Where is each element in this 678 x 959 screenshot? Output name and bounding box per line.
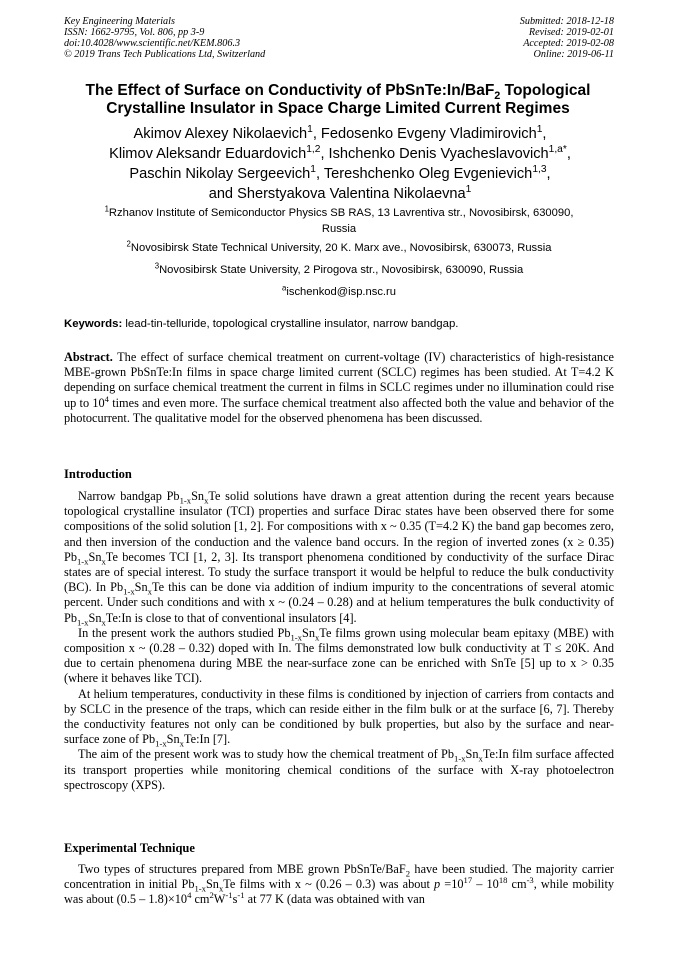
publication-dates — [520, 16, 614, 60]
experimental-body — [64, 862, 614, 908]
affiliation-1-line1: Rzhanov Institute of Semiconductor Physics SB RAS, 13 Lavrentiva str., Novosibirsk, 630090, — [108, 207, 574, 219]
author-3-sup: 1,2 — [306, 144, 321, 156]
title-sub: 2 — [494, 90, 501, 103]
author-6-sup: 1,3 — [532, 164, 547, 176]
author-5-sup: 1 — [310, 164, 316, 176]
author-2-sup: 1 — [536, 124, 543, 136]
sub: x — [101, 556, 106, 567]
sup: 2 — [209, 890, 214, 901]
author-6: , Tereshchenko Oleg Evgenievich — [315, 166, 533, 182]
text: Te:In is close to that of conventional insulators [4]. — [105, 610, 357, 625]
email-text: ischenkod@isp.nsc.ru — [286, 286, 396, 298]
online-date: Online: 2019-06-11 — [533, 49, 614, 60]
affiliation-2-text: Novosibirsk State Technical University, 20 K. Marx ave., Novosibirsk, 630073, Russia — [130, 242, 552, 254]
sub: x — [314, 632, 320, 643]
submitted-date: Submitted: 2018-12-18 — [519, 16, 614, 27]
sub: 1-x — [290, 632, 302, 643]
revised-date: Revised: 2019-02-01 — [528, 27, 614, 38]
text: Te:In film surface affected its transport properties while monitoring chemical conditions of the surface with X-ray photoelectron spectroscopy (XPS). — [64, 747, 614, 792]
intro-paragraph-3 — [64, 687, 614, 748]
text: Sn — [205, 877, 219, 892]
affiliation-2 — [64, 240, 614, 256]
author-1: Akimov Alexey Nikolaevich — [133, 126, 308, 142]
text: have been studied. The majority carrier concentration in initial Pb — [64, 862, 614, 892]
sub: x — [218, 883, 224, 894]
author-7: and Sherstyakova Valentina Nikolaevna — [208, 186, 466, 202]
text: W — [213, 892, 226, 907]
text: – 10 — [472, 877, 499, 892]
keywords — [64, 317, 616, 331]
text: Te films with x ~ (0.26 – 0.3) was about — [223, 877, 435, 892]
sub: 2 — [405, 868, 411, 879]
title-line1-a: The Effect of Surface on Conductivity of PbSnTe:In/BaF — [85, 82, 495, 99]
sup: -1 — [237, 890, 245, 901]
text: p — [434, 877, 441, 892]
section-heading-experimental: Experimental Technique — [64, 841, 195, 855]
sub: 1-x — [454, 753, 466, 764]
exp-paragraph-1 — [64, 862, 614, 908]
author-5: Paschin Nikolay Sergeevich — [129, 166, 311, 182]
abstract-text-2: times and even more. The surface chemical treatment also affected both the value and behavior of the photocurrent. The qualitative model for the observed phenomena has been discussed. — [64, 395, 614, 425]
paper-title — [58, 82, 618, 118]
sub: 1-x — [155, 738, 167, 749]
text: Sn — [301, 625, 315, 640]
text: Sn — [465, 747, 479, 762]
sup: -1 — [225, 890, 233, 901]
sub: 1-x — [123, 586, 135, 597]
abstract-text-1: The effect of surface chemical treatment on current-voltage (IV) characteristics of high-resistance MBE-grown PbSnTe:In films in space charge limited current (SCLC) regimes has been studied. At T=4.2 K depending on surface chemical treatment the current in films in SCLC regimes under no illumination could rise up to 10 — [64, 350, 614, 410]
affiliation-1 — [64, 205, 614, 237]
introduction-body — [64, 489, 614, 793]
journal-doi: doi:10.4028/www.scientific.net/KEM.806.3 — [64, 38, 241, 49]
text: cm — [191, 892, 210, 907]
affiliation-1-line2: Russia — [321, 223, 357, 235]
sup: -3 — [526, 875, 534, 886]
author-4: , Ishchenko Denis Vyacheslavovich — [320, 146, 549, 162]
text: Narrow bandgap Pb — [78, 489, 180, 503]
text: Sn — [191, 489, 205, 503]
text: The aim of the present work was to study how the chemical treatment of Pb — [78, 747, 455, 762]
text: At helium temperatures, conductivity in these films is conditioned by injection of carriers from contacts and by SCLC in the presence of the traps, which can reside either in the film bulk or at the surface [6, 7]. Thereby the conductivity features not only can be conditioned by bulk properties, but also by the surface and near-surface zone of Pb — [64, 686, 614, 747]
abstract-label: Abstract. — [64, 350, 113, 364]
sub: 1-x — [179, 495, 192, 506]
sub: 1-x — [194, 883, 206, 894]
text: Sn — [166, 732, 180, 747]
corresponding-email — [64, 284, 614, 300]
author-2: , Fedosenko Evgeny Vladimirovich — [312, 126, 537, 142]
text: s — [232, 892, 238, 907]
text: at 77 K (data was obtained with van — [244, 892, 425, 907]
text: Te:In [7]. — [183, 732, 231, 747]
affiliation-2-sup: 2 — [126, 239, 131, 249]
text: Two types of structures prepared from MBE grown PbSnTe/BaF — [78, 862, 406, 876]
sub: 1-x — [77, 556, 89, 567]
sub: x — [101, 617, 106, 628]
affiliation-3-text: Novosibirsk State University, 2 Pirogova str., Novosibirsk, 630090, Russia — [159, 264, 524, 276]
sup: 18 — [498, 875, 508, 886]
author-3: Klimov Aleksandr Eduardovich — [109, 146, 307, 162]
text: Te this can be done via addition of indium impurity to the concentrations of several atomic percent. Under such conditions and with x ~ (0.24 – 0.28) and at helium temperatures the bulk conductivity of Pb — [64, 580, 614, 625]
title-line2: Crystalline Insulator in Space Charge Limited Current Regimes — [106, 100, 570, 117]
author-1-sup: 1 — [307, 124, 313, 136]
journal-name: Key Engineering Materials — [64, 16, 175, 27]
author-4-sup: 1,a* — [548, 144, 567, 156]
author-7-sup: 1 — [465, 184, 472, 196]
sub: x — [204, 495, 209, 506]
abstract — [64, 350, 614, 426]
sup: 17 — [463, 875, 473, 886]
intro-paragraph-4 — [64, 747, 614, 793]
affiliation-3-sup: 3 — [154, 261, 160, 271]
affiliation-1-sup: 1 — [104, 204, 109, 214]
title-line1-b: Topological — [500, 82, 591, 99]
text: Sn — [88, 549, 102, 564]
accepted-date: Accepted: 2019-02-08 — [523, 38, 614, 49]
author-list: Akimov Alexey Nikolaevich$^1$, Fedosenko Evgeny Vladimirovich$^1$, Klimov Aleksandr Eduardovich$^{1,2}$, Ishchenko Denis Vyacheslavovich$^{1,a*}$, Paschin Nikolay Sergeevich$^1$, Tereshchenko Oleg Evgenievich$^{1,3}$, and Sherstyakova Valentina Nikolaevna$^1$ — [109, 124, 571, 202]
text: , while mobility was about (0.5 – 1.8)×10 — [64, 877, 615, 907]
sup: 4 — [187, 890, 192, 901]
sub: x — [478, 753, 483, 764]
keywords-label: Keywords: — [64, 318, 123, 330]
text: Sn — [88, 610, 102, 625]
intro-paragraph-2 — [64, 626, 614, 687]
journal-copyright: © 2019 Trans Tech Publications Ltd, Switzerland — [64, 49, 266, 60]
text: Te becomes TCI [1, 2, 3]. Its transport phenomena conditioned by conductivity of the surface Dirac states are of special interest. To study the surface transport it would be helpful to reduce the bulk conductivity (BC). In Pb — [64, 549, 614, 595]
text: In the present work the authors studied Pb — [78, 625, 291, 640]
text: Sn — [134, 580, 148, 595]
keywords-text: lead-tin-telluride, topological crystalline insulator, narrow bandgap. — [122, 318, 459, 330]
affiliation-3 — [64, 262, 614, 278]
sub: x — [147, 586, 152, 597]
email-sup: a — [282, 283, 287, 293]
text: cm — [507, 877, 527, 892]
text: Te films grown using molecular beam epitaxy (MBE) with composition x ~ (0.28 – 0.32) doped with In. The films demonstrated low bulk conductivity at T ≤ 20K. And due to certain phenomena during MBE the near-surface zone can be enriched with SnTe [5] up to x > 0.35 (where it behaves like TCI). — [64, 625, 614, 686]
sub: x — [179, 738, 184, 749]
section-heading-introduction: Introduction — [64, 467, 132, 481]
sub: 1-x — [77, 617, 89, 628]
intro-paragraph-1 — [64, 489, 614, 626]
journal-issn: ISSN: 1662-9795, Vol. 806, pp 3-9 — [64, 27, 205, 38]
abstract-sup: 4 — [104, 393, 109, 404]
text: =10 — [440, 877, 464, 892]
text: Te solid solutions have drawn a great attention during the recent years because topological crystalline insulator (TCI) properties and surface Dirac states have been observed there for some compositions of the solid solution [1, 2]. For compositions with x ~ 0.35 (T=4.2 K) the band gap becomes zero, and then inversion of the conduction and the valence band occurs. In the region of inverted zones (x ≥ 0.35) Pb — [64, 489, 615, 564]
journal-info — [64, 16, 265, 60]
